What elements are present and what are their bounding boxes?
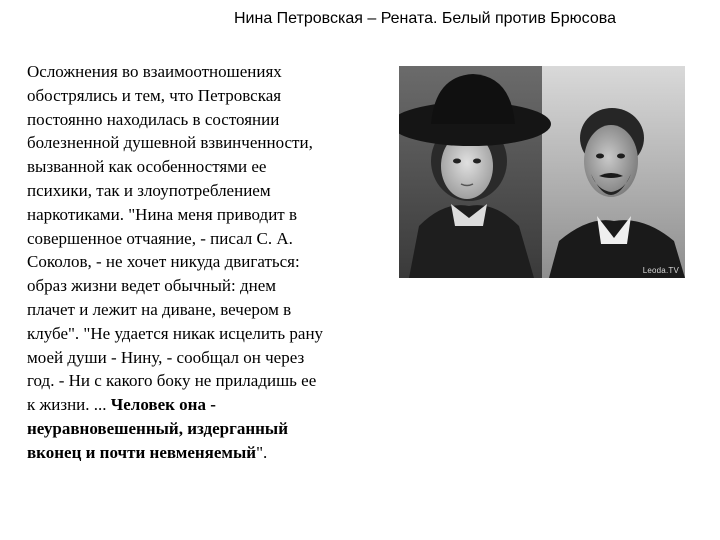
man-face xyxy=(584,125,638,197)
text-line-6: психики, так и злоупотреблением xyxy=(27,180,271,200)
woman-right-eye xyxy=(473,159,481,164)
text-line-4: болезненной душевной взвинченности, xyxy=(27,133,313,153)
text-line-2: обострялись и тем, что Петровская xyxy=(27,85,282,105)
text-line-15-normal: к жизни. ... xyxy=(27,395,111,415)
woman-left-eye xyxy=(453,159,461,164)
text-line-15-bold: Человек она - xyxy=(110,395,216,415)
text-line-16 xyxy=(27,417,399,441)
text-line-17 xyxy=(27,441,399,465)
text-line-7: наркотиками. "Нина меня приводит в xyxy=(27,204,297,224)
slide-title: Нина Петровская – Рената. Белый против Брюсова xyxy=(234,10,616,27)
text-line-11: плачет и лежит на диване, вечером в xyxy=(27,299,292,319)
text-line-10: образ жизни ведет обычный: днем xyxy=(27,276,277,296)
portrait-photo xyxy=(399,66,685,278)
text-line-5: вызванной как особенностями ее xyxy=(27,157,267,177)
text-line-17-bold: вконец и почти невменяемый xyxy=(27,442,257,462)
man-left-eye xyxy=(596,154,604,159)
text-line-8: совершенное отчаяние, - писал С. А. xyxy=(27,228,293,248)
portrait-illustration xyxy=(399,66,685,278)
text-line-15 xyxy=(27,393,399,417)
text-line-1: Осложнения во взаимоотношениях xyxy=(27,62,282,81)
text-line-17-tail: ". xyxy=(256,442,268,462)
man-right-eye xyxy=(617,154,625,159)
text-line-13: моей души - Нину, - сообщал он через xyxy=(27,347,305,367)
text-line-16-bold: неуравновешенный, издерганный xyxy=(27,418,289,438)
text-line-3: постоянно находилась в состоянии xyxy=(27,109,280,129)
text-line-12: клубе". "Не удается никак исцелить рану xyxy=(27,323,324,343)
text-line-14: год. - Ни с какого боку не приладишь ее xyxy=(27,371,317,391)
photo-watermark: Leoda.TV xyxy=(642,266,679,275)
text-line-9: Соколов, - не хочет никуда двигаться: xyxy=(27,252,300,272)
body-text xyxy=(27,60,399,465)
